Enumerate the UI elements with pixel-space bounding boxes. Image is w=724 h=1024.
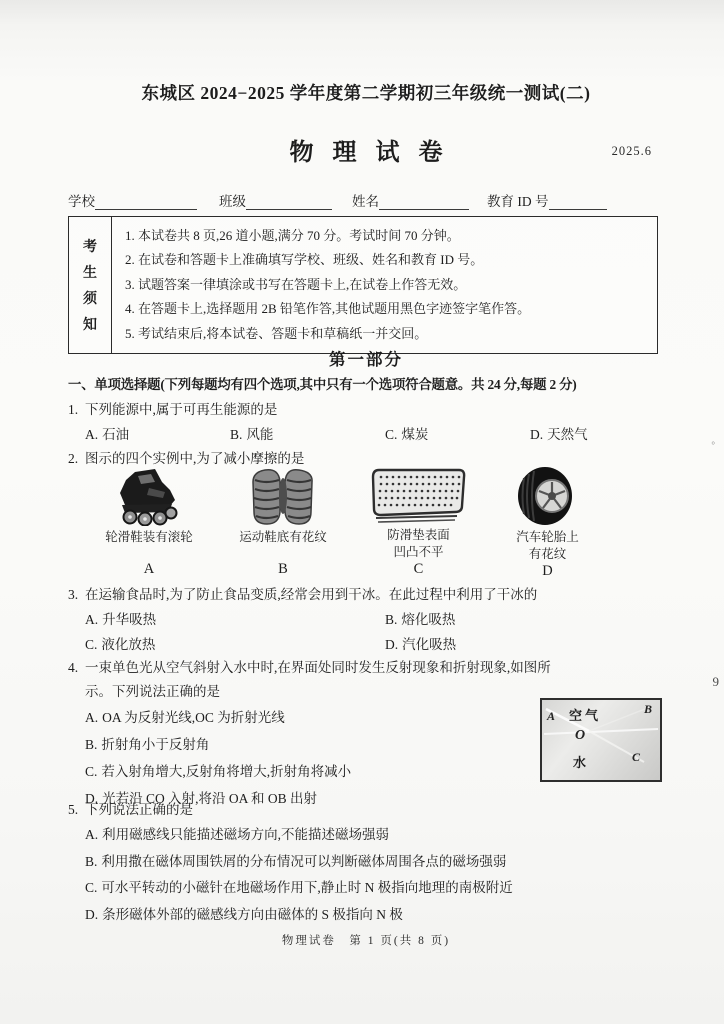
figure-letter: B [278, 561, 288, 577]
school-label: 学校 [68, 194, 95, 209]
figure-b [218, 466, 348, 578]
option-letter: C. [385, 427, 398, 442]
notice-side-char: 生 [83, 266, 97, 282]
option-letter: A. [85, 427, 99, 442]
school-blank-line [95, 194, 197, 210]
option-text: 升华吸热 [102, 612, 157, 627]
question-number: 2. [68, 451, 79, 466]
option-letter: B. [385, 612, 398, 627]
figure-c [356, 466, 481, 578]
option-text: 若入射角增大,反射角将增大,折射角将减小 [101, 764, 352, 779]
question-4 [68, 656, 664, 812]
notice-side-char: 考 [83, 240, 97, 256]
notice-item: 1. 本试卷共 8 页,26 道小题,满分 70 分。考试时间 70 分钟。 [125, 228, 460, 243]
name-blank-line [379, 194, 469, 210]
option-letter: C. [85, 880, 98, 895]
notice-item: 2. 在试卷和答题卡上准确填写学校、班级、姓名和教育 ID 号。 [125, 252, 484, 268]
examinee-notice-box [68, 216, 658, 354]
option-letter: A. [85, 612, 99, 627]
figure-caption-line2: 凹凸不平 [393, 545, 444, 559]
option-letter: C. [85, 637, 98, 652]
student-info-row [68, 190, 664, 210]
page-footer: 物理试卷 第 1 页(共 8 页) [281, 935, 451, 947]
question-number: 4. [68, 660, 79, 675]
figure-caption: 轮滑鞋装有滚轮 [105, 530, 193, 544]
option-d [385, 633, 456, 653]
question-text: 下列能源中,属于可再生能源的是 [85, 402, 278, 417]
roller-skate-image [105, 466, 193, 526]
question-2-figures [68, 466, 664, 578]
option-c [385, 423, 530, 443]
option-d [530, 423, 588, 443]
figure-caption-line2: 有花纹 [528, 547, 567, 561]
figure-caption-line1: 防滑垫表面 [387, 528, 450, 542]
question-5 [68, 798, 664, 928]
option-text: 石油 [102, 427, 130, 442]
option-text: 汽化吸热 [402, 637, 457, 652]
diagram-label-c: C [631, 750, 640, 764]
option-letter: D. [385, 637, 399, 652]
exam-date: 2025.6 [611, 144, 652, 158]
figure-d [490, 466, 605, 578]
name-label: 姓名 [352, 194, 379, 209]
question-number: 1. [68, 402, 79, 417]
notice-side-char: 须 [83, 292, 97, 308]
refraction-diagram [540, 698, 662, 782]
option-text: 光若沿 CO 入射,将沿 OA 和 OB 出射 [102, 791, 318, 806]
option-text: 熔化吸热 [401, 612, 456, 627]
option-a [68, 822, 664, 849]
figure-letter: C [413, 561, 424, 577]
option-text: 利用磁感线只能描述磁场方向,不能描述磁场强弱 [102, 827, 389, 842]
paper-title: 物理试卷 [289, 140, 462, 166]
scan-edge-digit: 9 [712, 674, 719, 689]
education-id-label: 教育 ID 号 [487, 194, 549, 209]
option-letter: D. [85, 906, 99, 922]
class-label: 班级 [219, 194, 246, 209]
option-letter: A. [85, 710, 99, 725]
diagram-label-o: O [575, 728, 586, 743]
figure-caption: 运动鞋底有花纹 [239, 530, 327, 544]
education-id-blank-line [549, 194, 607, 210]
option-letter: B. [85, 853, 98, 869]
option-letter: B. [230, 427, 243, 442]
diagram-label-b: B [643, 702, 652, 716]
class-blank-line [246, 194, 332, 210]
question-2-stem [68, 447, 664, 467]
exam-title: 东城区 2024−2025 学年度第二学期初三年级统一测试(二) [141, 83, 591, 103]
question-3-options-row1 [68, 608, 664, 628]
figure-caption [516, 529, 579, 563]
option-letter: C. [85, 764, 98, 779]
notice-item: 3. 试题答案一律填涂或书写在答题卡上,在试卷上作答无效。 [125, 276, 467, 292]
question-3-stem [68, 583, 664, 603]
figure-caption-line1: 汽车轮胎上 [516, 530, 579, 544]
question-number: 3. [68, 587, 79, 602]
figure-a [74, 466, 224, 578]
question-text: 在运输食品时,为了防止食品变质,经常会用到干冰。在此过程中利用了干冰的 [85, 587, 538, 602]
option-a [85, 423, 230, 443]
paper-title-row [68, 132, 664, 168]
option-text: 可水平转动的小磁针在地磁场作用下,静止时 N 极指向地理的南极附近 [101, 880, 513, 895]
diagram-water-label: 水 [573, 755, 587, 770]
notice-items [112, 217, 657, 353]
diagram-air-label: 空气 [569, 708, 602, 723]
notice-item: 5. 考试结束后,将本试卷、答题卡和草稿纸一并交回。 [125, 325, 428, 341]
option-letter: D. [85, 791, 99, 806]
question-1-options [68, 423, 664, 443]
figure-caption [387, 527, 450, 561]
option-text: 利用撒在磁体周围铁屑的分布情况可以判断磁体周围各点的磁场强弱 [101, 853, 507, 869]
question-text: 下列说法正确的是 [85, 802, 193, 817]
question-text: 一束单色光从空气斜射入水中时,在界面处同时发生反射现象和折射现象,如图所 [85, 660, 551, 675]
question-5-stem [68, 798, 664, 822]
shoe-soles-image [249, 466, 317, 526]
option-text: 折射角小于反射角 [101, 737, 210, 752]
notice-side-char: 知 [83, 318, 97, 334]
question-1-stem [68, 398, 664, 418]
question-4-stem-line2: 示。下列说法正确的是 [85, 684, 220, 699]
car-tire-image [516, 466, 580, 526]
part1-title: 第一部分 [329, 350, 403, 369]
anti-slip-mat-image [369, 466, 469, 524]
option-b [68, 849, 664, 876]
option-text: 风能 [246, 427, 274, 442]
option-b [230, 423, 385, 443]
notice-side-label [69, 217, 112, 353]
option-a [85, 608, 385, 628]
scan-edge-mark: ° [711, 440, 715, 450]
question-text: 图示的四个实例中,为了减小摩擦的是 [85, 451, 305, 466]
option-d [68, 902, 664, 929]
diagram-label-a: A [547, 709, 556, 723]
option-b [385, 608, 455, 628]
option-text: 煤炭 [401, 427, 429, 442]
option-c [68, 875, 664, 902]
option-c [85, 633, 385, 653]
question-number: 5. [68, 802, 79, 817]
section-intro: 一、单项选择题(下列每题均有四个选项,其中只有一个选项符合题意。共 24 分,每题 2 分) [68, 377, 577, 392]
option-letter: B. [85, 737, 98, 752]
option-text: 液化放热 [101, 637, 156, 652]
question-3-options-row2 [68, 633, 664, 653]
option-text: 天然气 [547, 427, 588, 442]
figure-letter: A [143, 561, 155, 577]
option-letter: A. [85, 827, 99, 842]
figure-letter: D [542, 563, 553, 579]
option-text: OA 为反射光线,OC 为折射光线 [102, 710, 285, 725]
option-text: 条形磁体外部的磁感线方向由磁体的 S 极指向 N 极 [102, 906, 403, 922]
option-letter: D. [530, 427, 544, 442]
question-4-stem-line1 [68, 656, 664, 680]
notice-item: 4. 在答题卡上,选择题用 2B 铅笔作答,其他试题用黑色字迹签字笔作答。 [125, 301, 531, 317]
